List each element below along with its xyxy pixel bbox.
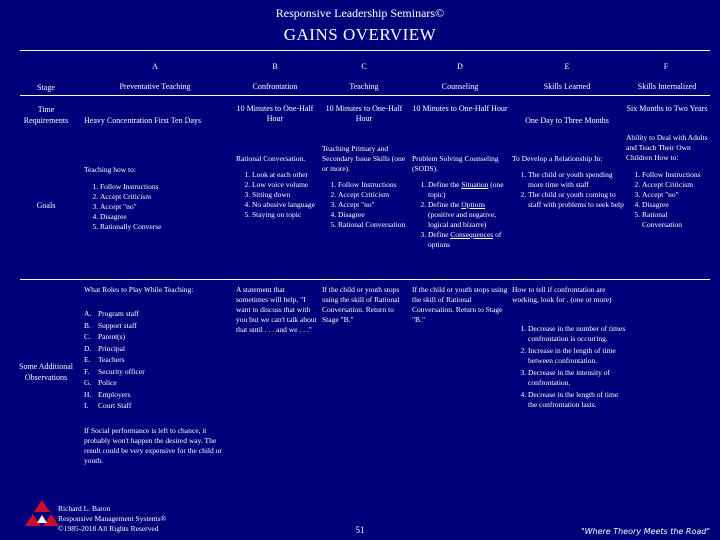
observations-ef-list (510, 324, 626, 410)
item-keyword: Situation (461, 180, 489, 189)
list-item: 5. Staying on topic (252, 210, 316, 220)
column-letter-f: F (663, 62, 669, 71)
item-keyword: Consequences (450, 230, 494, 239)
goals-d (412, 154, 510, 250)
goals-c-list (322, 180, 408, 230)
list-item: 2. Accept Criticism (338, 190, 408, 200)
goals-a-intro: Teaching how to: (84, 165, 136, 174)
time-c: 10 Minutes to One-Half Hour (325, 104, 403, 123)
list-item: 2. Low voice volume (252, 180, 316, 190)
item-letter: H. (84, 389, 92, 399)
item-keyword: Options (461, 200, 486, 209)
list-item: 4. Disagree (100, 212, 232, 222)
observations-ef (510, 324, 626, 410)
footer-author: Richard L. Baron (58, 504, 111, 513)
time-e: One Day to Three Months (525, 116, 609, 125)
item-text: (one topic) (428, 180, 504, 199)
column-header-a: Preventative Teaching (119, 82, 191, 91)
list-item: 4. Disagree (642, 200, 708, 210)
list-item (84, 400, 232, 412)
column-letter-b: B (272, 62, 278, 71)
row-label-time: Time Requirements (23, 105, 69, 125)
list-item: 3. Accept "no" (338, 200, 408, 210)
seminar-title: Responsive Leadership Seminars© (275, 6, 445, 20)
footer-tagline: "Where Theory Meets the Road" (580, 527, 710, 536)
header-rule (20, 50, 710, 51)
list-item: 5. Rationally Converse (100, 222, 232, 232)
column-letter-c: C (361, 62, 367, 71)
item-text: Program staff (98, 309, 139, 318)
goals-d-intro: Problem Solving Counseling (SODS). (412, 154, 499, 173)
row-label-stage: Stage (37, 83, 55, 92)
list-item (84, 366, 232, 378)
list-item: 2. Accept Criticism (100, 192, 232, 202)
observations-c: If the child or youth stops using the skill of Rational Conversation. Return to Stage "B." (322, 285, 400, 324)
column-header-e: Skills Learned (543, 82, 591, 91)
item-text: Define the (428, 180, 462, 189)
item-letter: I. (84, 401, 89, 410)
item-text: Parent(s) (98, 332, 126, 341)
list-item: 2. Accept Criticism (642, 180, 708, 190)
observations-b: A statement that sometimes will help, "I want to discuss that with you but we can't talk about that until . . . and we . . ." (236, 285, 317, 334)
list-item: 1. Decrease in the number of times confrontation is occurring. (528, 324, 626, 344)
list-item: 4. No abusive language (252, 200, 316, 210)
time-a: Heavy Concentration First Ten Days (84, 116, 202, 125)
goals-f (626, 133, 708, 230)
row-label-goals: Goals (36, 201, 56, 210)
item-letter: G. (84, 378, 92, 387)
company-logo (24, 500, 60, 534)
column-header-c: Teaching (349, 82, 379, 91)
item-text: Police (98, 378, 117, 387)
goals-e (512, 154, 624, 210)
item-text: (positive and negative, logical and bizarre) (428, 210, 497, 229)
stage-rule (20, 95, 710, 96)
list-item: 1. Follow Instructions (642, 170, 708, 180)
item-text: Employers (98, 389, 131, 399)
item-text: Security officer (98, 366, 145, 376)
list-item: 3. Accept "no" (100, 202, 232, 212)
list-item (84, 343, 232, 355)
footer-credits (58, 504, 258, 534)
list-item (428, 180, 510, 200)
list-item (84, 377, 232, 389)
item-text: Court Staff (98, 401, 132, 410)
list-item: 1. Follow Instructions (100, 182, 232, 192)
item-letter: D. (84, 343, 92, 353)
item-letter: F. (84, 366, 90, 376)
list-item: 2. The child or youth coming to staff with problems to seek help (528, 190, 624, 210)
goals-rule (20, 279, 710, 280)
goals-c-intro: Teaching Primary and Secondary Issue Skills (one or more). (322, 144, 406, 173)
list-item (84, 331, 232, 343)
goals-d-list (412, 180, 510, 250)
goals-f-intro: Ability to Deal with Adults and Teach Their Own Children How to: (626, 133, 708, 162)
item-text: Teachers (98, 355, 125, 364)
footer-copyright: ©1985-2018 All Rights Reserved (58, 524, 159, 533)
list-item: 4. Disagree (338, 210, 408, 220)
goals-c (322, 144, 408, 230)
observations-a-outro: If Social performance is left to chance, it probably won't happen the desired way. The result could be very expensive for the child or youth. (84, 425, 222, 465)
page-number: 51 (355, 525, 365, 535)
column-header-b: Confrontation (252, 82, 298, 91)
page-title: GAINS OVERVIEW (283, 25, 437, 44)
item-text: of options (428, 230, 502, 249)
column-letter-d: D (457, 62, 463, 71)
list-item: 5. Rational Conversation (338, 220, 408, 230)
time-f: Six Months to Two Years (626, 104, 708, 113)
observations-a (84, 285, 232, 466)
item-text: Define the (428, 200, 462, 209)
goals-e-list (512, 170, 624, 210)
item-text: Principal (98, 343, 126, 353)
list-item: 1. The child or youth spending more time with staff (528, 170, 624, 190)
goals-a (84, 165, 232, 232)
item-text: Support staff (98, 320, 137, 330)
item-letter: E. (84, 355, 91, 364)
list-item: 1. Follow Instructions (338, 180, 408, 190)
observations-a-intro: What Roles to Play While Teaching: (84, 285, 194, 294)
list-item (428, 200, 510, 230)
list-item: 2. Increase in the length of time between confrontation. (528, 346, 626, 366)
list-item: 3. Sitting down (252, 190, 316, 200)
row-label-observations: Some Additional Observations (19, 362, 73, 382)
goals-b-intro: Rational Conversation. (236, 154, 306, 163)
roles-list (84, 308, 232, 412)
list-item (428, 230, 510, 250)
item-letter: A. (84, 309, 92, 318)
goals-a-list (84, 182, 232, 232)
list-item: 1. Look at each other (252, 170, 316, 180)
list-item: 3. Decrease in the intensity of confrontation. (528, 368, 626, 388)
observations-ef-intro: How to tell if confrontation are working, look for . (one or more) (512, 285, 612, 304)
time-b: 10 Minutes to One-Half Hour (236, 104, 314, 123)
logo-triangles-icon (24, 500, 60, 534)
observations-d: If the child or youth stops using the skill of Rational Conversation. Return to Stage "B." (412, 285, 508, 324)
column-letter-e: E (564, 62, 570, 71)
column-letter-a: A (152, 62, 158, 71)
column-header-f: Skills Internalized (637, 82, 697, 91)
item-letter: C. (84, 332, 91, 341)
column-header-d: Counseling (441, 82, 479, 91)
goals-b-list (236, 170, 316, 220)
footer-company: Responsive Management Systems® (58, 514, 167, 523)
list-item (84, 389, 232, 401)
list-item: 4. Decrease in the length of time the confrontation lasts. (528, 390, 626, 410)
list-item (84, 354, 232, 366)
goals-e-intro: To Develop a Relationship In: (512, 154, 603, 163)
goals-f-list (626, 170, 708, 230)
list-item: 3. Accept "no" (642, 190, 708, 200)
list-item: 5. Rational Conversation (642, 210, 708, 230)
item-text: Define (428, 230, 451, 239)
time-d: 10 Minutes to One-Half Hour (412, 104, 508, 113)
goals-b (236, 154, 316, 220)
item-letter: B. (84, 320, 91, 330)
list-item (84, 320, 232, 332)
list-item (84, 308, 232, 320)
